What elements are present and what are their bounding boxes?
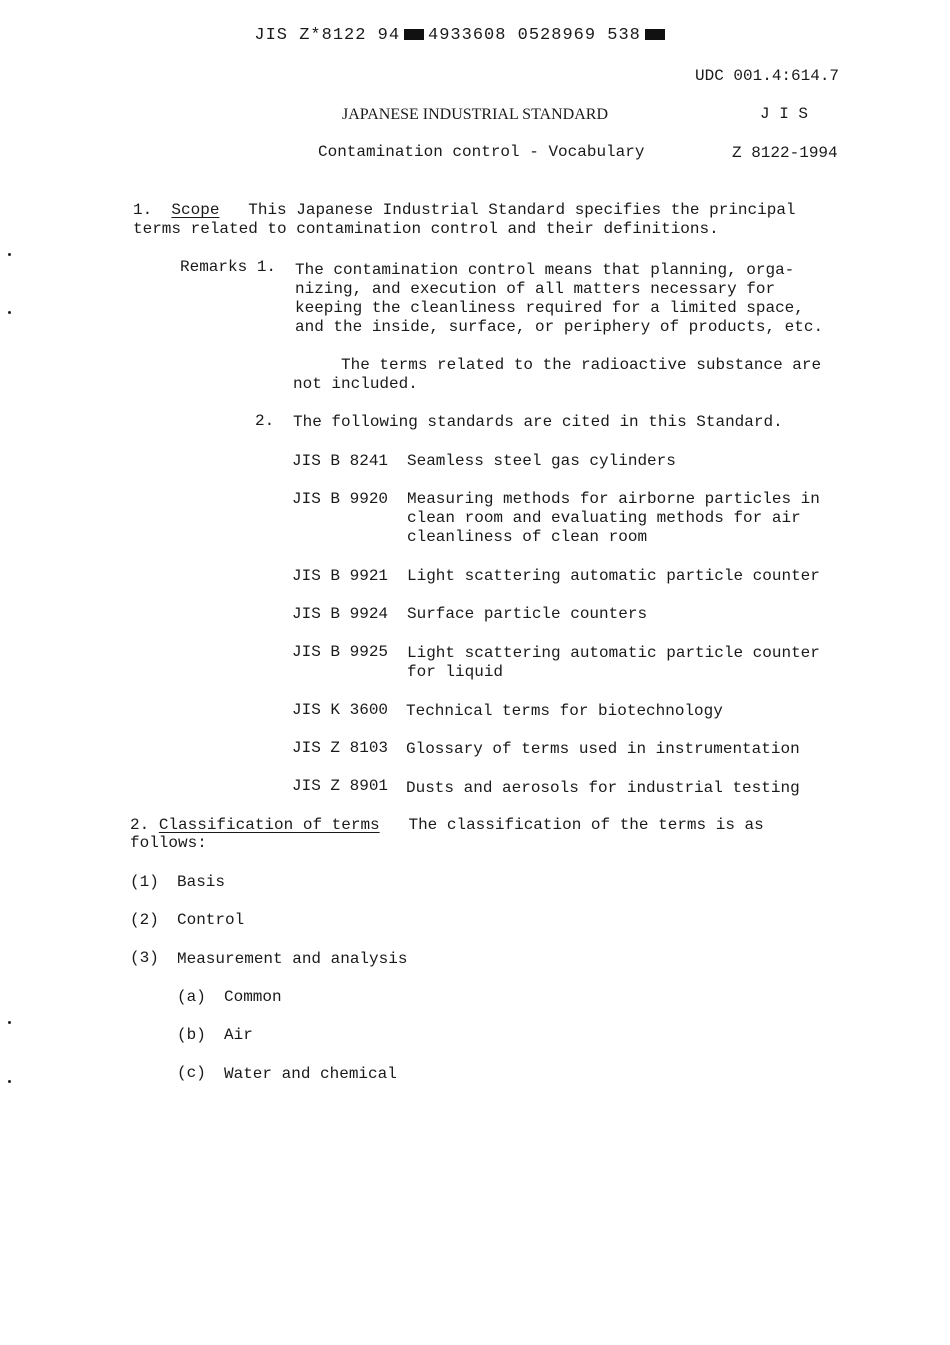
block-mark	[404, 29, 424, 40]
classification-heading: Classification of terms	[158, 816, 380, 834]
classification-number: 2.	[130, 816, 150, 834]
scan-mark	[8, 311, 11, 314]
classification-subitem-text: Water and chemical	[224, 1065, 397, 1083]
classification-text-2: follows:	[130, 834, 207, 852]
cited-standard-code: JIS B 9924	[292, 605, 389, 623]
udc-code: UDC 001.4:614.7	[695, 67, 840, 85]
cited-standard-code: JIS B 9920	[292, 490, 389, 508]
remark-1-line: nizing, and execution of all matters necessary for	[295, 280, 776, 298]
scope-line-2: terms related to contamination control and their definitions.	[133, 220, 719, 238]
remark-1-extra-line: The terms related to the radioactive substance are	[341, 356, 822, 374]
scan-mark	[8, 1080, 11, 1083]
cited-standard-code: JIS K 3600	[292, 701, 389, 719]
document-id-line	[232, 7, 669, 45]
scope-heading: Scope	[171, 201, 220, 219]
cited-standard-title: Surface particle counters	[407, 605, 648, 623]
classification-item-text: Measurement and analysis	[177, 950, 408, 968]
classification-subitem-label: (b)	[177, 1026, 206, 1044]
scan-mark	[8, 253, 11, 256]
standard-name: JAPANESE INDUSTRIAL STANDARD	[342, 106, 608, 123]
classification-subitem-text: Common	[224, 988, 282, 1006]
cited-standard-code: JIS B 9925	[292, 643, 389, 661]
document-title: Contamination control - Vocabulary	[318, 143, 645, 161]
remark-1-line: and the inside, surface, or periphery of products, etc.	[295, 318, 824, 336]
cited-standard-title: Technical terms for biotechnology	[406, 702, 723, 720]
jis-mark: J I S	[760, 105, 809, 123]
scope-number: 1.	[133, 201, 153, 219]
cited-standard-title: Light scattering automatic particle counter for liquid	[407, 644, 820, 681]
remark-1-line: The contamination control means that planning, orga-	[295, 261, 795, 279]
cited-standard-title: Measuring methods for airborne particles in clean room and evaluating methods for air cleanliness of clean room	[407, 490, 820, 546]
classification-section	[130, 816, 764, 835]
cited-standard-code: JIS B 8241	[292, 452, 389, 470]
cited-standard-code: JIS B 9921	[292, 567, 389, 585]
document-id-numbers: 4933608 0528969 538	[428, 26, 641, 45]
remark-2-number: 2.	[255, 412, 275, 430]
scope-line-1: This Japanese Industrial Standard specifies the principal	[248, 201, 796, 219]
classification-subitem-text: Air	[224, 1026, 253, 1044]
cited-standard-code: JIS Z 8901	[292, 777, 389, 795]
remark-1-extra-line: not included.	[293, 375, 418, 393]
scan-mark	[8, 1021, 11, 1024]
classification-item-label: (3)	[130, 949, 159, 967]
cited-standard-title: Light scattering automatic particle counter	[407, 567, 820, 585]
document-id-prefix: JIS Z*8122 94	[254, 26, 401, 45]
classification-subitem-label: (c)	[177, 1064, 206, 1082]
scope-section	[133, 201, 796, 220]
cited-standard-title: Dusts and aerosols for industrial testing	[406, 779, 800, 797]
block-mark	[645, 29, 665, 40]
cited-standard-title: Seamless steel gas cylinders	[407, 452, 676, 470]
remark-2-text: The following standards are cited in this Standard.	[293, 413, 783, 431]
standard-number: Z 8122-1994	[732, 144, 838, 162]
cited-standard-title: Glossary of terms used in instrumentation	[406, 740, 800, 758]
classification-item-text: Basis	[177, 873, 226, 891]
classification-text-1: The classification of the terms is as	[408, 816, 764, 834]
classification-item-text: Control	[177, 911, 245, 929]
remark-1-line: keeping the cleanliness required for a limited space,	[295, 299, 804, 317]
remarks-label: Remarks 1.	[180, 258, 277, 276]
cited-standard-code: JIS Z 8103	[292, 739, 389, 757]
classification-item-label: (1)	[130, 873, 159, 891]
classification-subitem-label: (a)	[177, 988, 206, 1006]
classification-item-label: (2)	[130, 911, 159, 929]
